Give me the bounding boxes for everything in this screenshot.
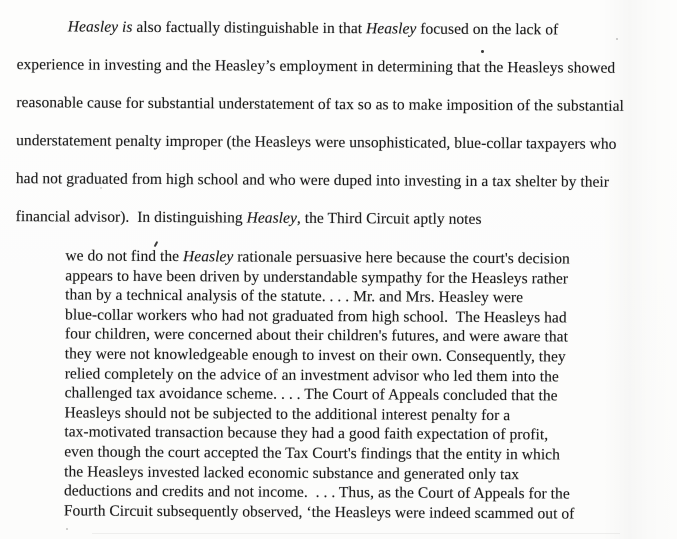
text-line [16,46,677,88]
text-segment: tax-motivated transaction because they had a good faith expectation of profit, [64,423,549,444]
text-line [64,501,677,524]
text-segment: even though the court accepted the Tax Court's findings that the entity in which [64,443,560,464]
italic-text-segment: Heasley [366,20,417,38]
text-segment: experience in investing and the Heasley’s employment in determining that the Heasleys showed [16,56,616,77]
text-segment: blue-collar workers who had not graduated from high school. The Heasleys had [65,306,567,327]
text-segment: had not graduated from high school and who were duped into investing in a tax shelter by their [15,170,610,191]
text-segment: reasonable cause for substantial understatement of tax so as to make imposition of the substantial [16,94,624,115]
body-paragraph [16,8,677,240]
text-segment: than by a technical analysis of the statute. . . . Mr. and Mrs. Heasley were [65,286,524,307]
text-segment: we do not find the [65,247,184,266]
text-segment: deductions and credits and not income. . . . Thus, as the Court of Appeals for the [63,482,570,503]
scan-artifact-line [92,533,620,534]
text-segment: also factually distinguishable in that [132,18,367,38]
text-segment: four children, were concerned about their children's futures, and were aware that [64,325,569,346]
text-line [16,160,677,202]
scan-artifact-dot [66,528,68,530]
italic-text-segment: Heasley [182,248,234,266]
italic-text-segment: Heasley [246,209,297,227]
text-line [16,84,677,126]
italic-text-segment: Heasley is [67,18,133,36]
text-segment: challenged tax avoidance scheme. . . . The Court of Appeals concluded that the [64,384,558,405]
text-segment: financial advisor). In distinguishing [15,208,247,227]
text-segment: , the Third Circuit aptly notes [296,209,482,228]
text-segment: Fourth Circuit subsequently observed, ‘the Heasleys were indeed scammed out of [63,502,575,523]
text-segment: Heasleys should not be subjected to the additional interest penalty for a [64,404,511,424]
text-line [16,198,677,240]
text-segment: rationale persuasive here because the court's decision [233,248,570,268]
block-quote [64,246,677,524]
text-segment: they were not knowledgeable enough to invest on their own. Consequently, they [64,345,566,366]
text-line [17,8,677,50]
text-segment: understatement penalty improper (the Heasleys were unsophisticated, blue-collar taxpayers who [16,132,617,153]
text-line [16,122,677,164]
text-segment: appears to have been driven by understandable sympathy for the Heasleys rather [65,266,569,288]
text-segment: focused on the lack of [416,20,559,39]
text-segment: relied completely on the advice of an investment advisor who led them into the [64,364,559,385]
text-segment: the Heasleys invested lacked economic substance and generated only tax [64,462,520,483]
